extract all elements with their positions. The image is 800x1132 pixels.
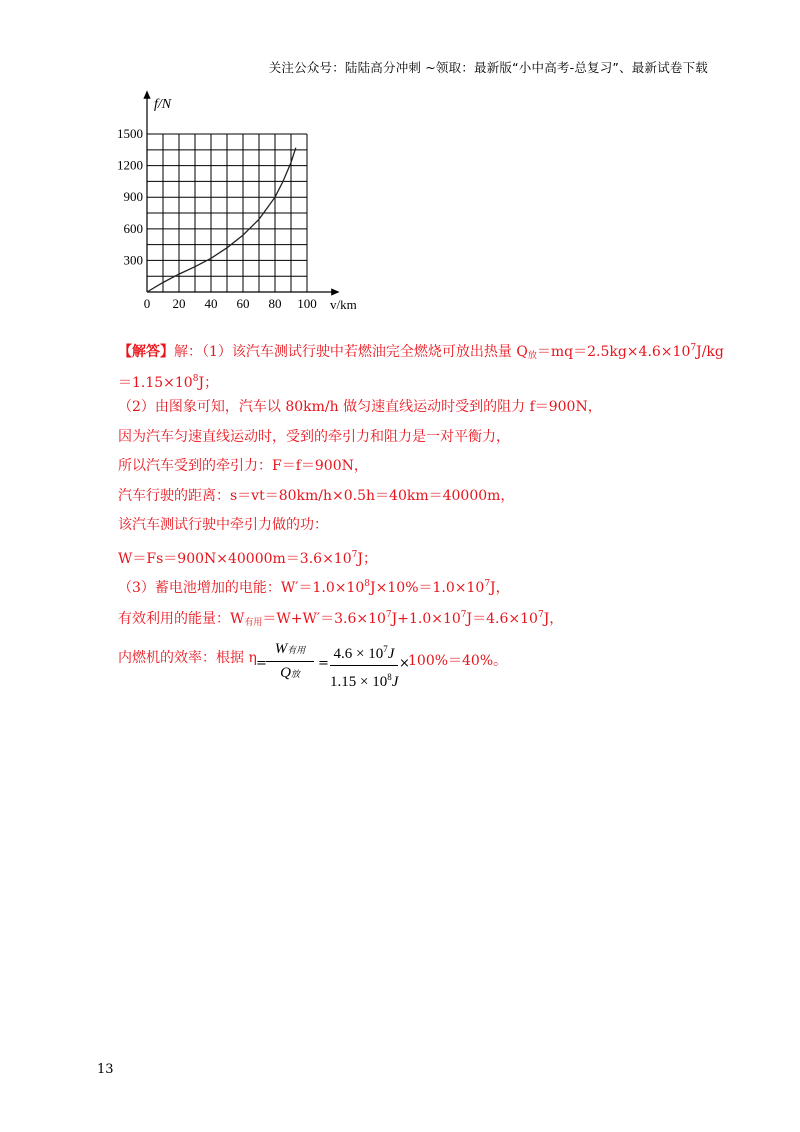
x-tick-label: 100	[297, 296, 317, 311]
x-tick-label: 60	[236, 296, 250, 311]
x-tick-label: 40	[204, 296, 218, 311]
solution-line-8: $W=Fs=900N\times 40000m=3.6\times 10^7J$；	[118, 550, 377, 567]
force-speed-chart	[110, 88, 370, 318]
solution-line-1: 【解答】解：（1）该汽车测试行驶中若燃油完全燃烧可放出热量 $Q_放=mq=2.5kg\times 4.6\times 10^7J/kg$	[118, 343, 724, 361]
y-tick-label: 600	[123, 220, 143, 236]
solution-line-5: 所以汽车受到的牵引力：F＝f＝900N，	[118, 458, 368, 474]
y-axis-label: f/N	[154, 97, 172, 112]
x-tick-label: 80	[268, 296, 282, 311]
solution-line-4: 因为汽车匀速直线运动时，受到的牵引力和阻力是一对平衡力，	[118, 429, 510, 445]
series-line	[147, 148, 296, 292]
equals-sign-2: =	[318, 656, 329, 671]
y-tick-label: 1500	[117, 126, 143, 142]
solution-line-3: （2）由图象可知，汽车以 80km/h 做匀速直线运动时受到的阻力 f＝900N，	[118, 399, 602, 415]
efficiency-fraction-symbolic: W有用 Q放	[266, 640, 314, 683]
x-axis-label: v/km	[330, 297, 357, 312]
solution-line-9: （3）蓄电池增加的电能：$W'=1.0\times 10^8J\times 10\%=1.0\times 10^7J$，	[118, 579, 510, 596]
y-tick-label: 300	[123, 252, 143, 268]
page-header: 关注公众号：陆陆高分冲刺 ~领取：最新版“小中高考-总复习”、最新试卷下载	[268, 60, 708, 75]
equals-sign-1: =	[256, 656, 267, 671]
solution-line-7: 该汽车测试行驶中牵引力做的功：	[118, 517, 328, 533]
y-tick-label: 900	[123, 189, 143, 205]
page-number: 13	[97, 1062, 114, 1077]
x-tick-label: 20	[172, 296, 186, 311]
x-tick-label: 0	[143, 296, 151, 311]
times-sign: ×	[399, 656, 410, 671]
solution-line-10: 有效利用的能量：$W_{有用}=W+W'=3.6\times 10^7J+1.0\times 10^7J=4.6\times 10^7J$，	[118, 610, 564, 628]
y-tick-label: 1200	[117, 157, 143, 173]
solution-line-11: 内燃机的效率：根据 η	[118, 650, 257, 666]
chart-grid	[147, 134, 307, 292]
solution-line-2: $=1.15\times 10^8J$；	[118, 374, 219, 391]
efficiency-result: 100%＝40%。	[408, 653, 508, 669]
efficiency-fraction-numeric: $4.6 \times 10^7J$ $1.15 \times 10^8J$	[330, 644, 399, 690]
solution-line-6: 汽车行驶的距离：s＝vt＝80km/h×0.5h＝40km＝40000m，	[118, 488, 515, 504]
